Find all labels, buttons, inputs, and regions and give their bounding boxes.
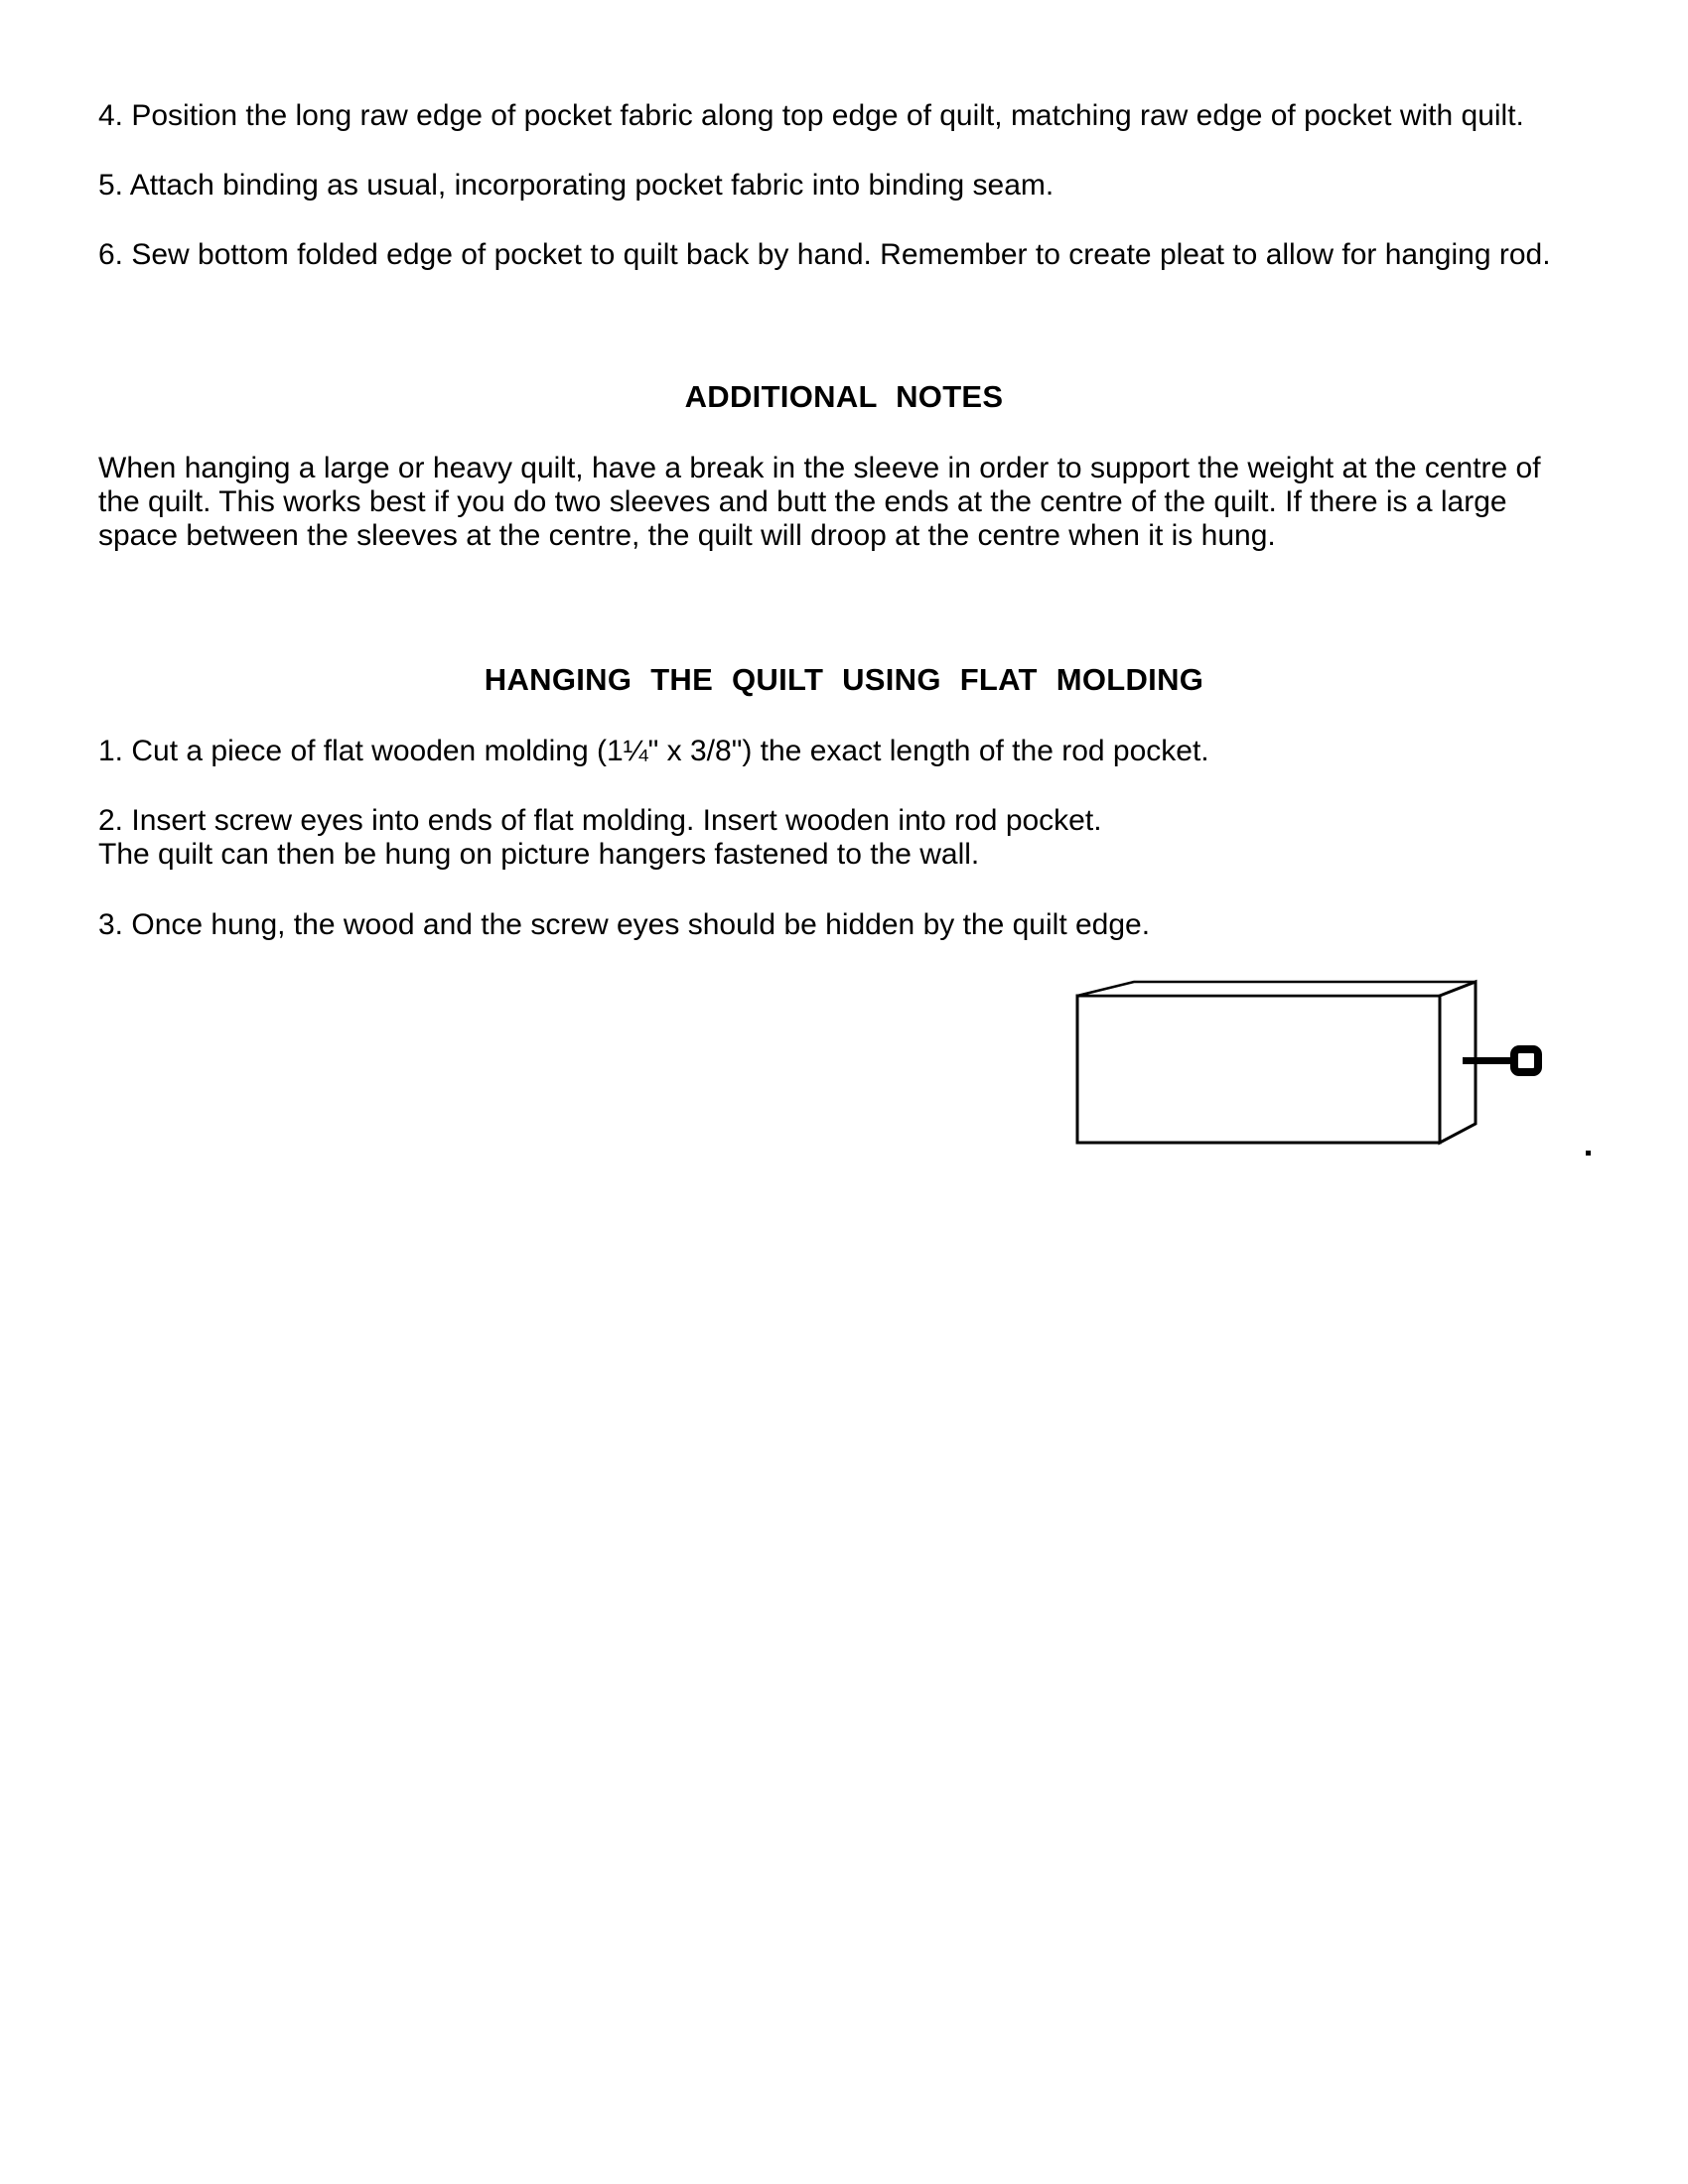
molding-step-2-text — [98, 804, 1618, 872]
molding-front-face — [1077, 996, 1440, 1143]
step-6-text: 6. Sew bottom folded edge of pocket to quilt back by hand. Remember to create pleat to allow for hanging rod. — [98, 238, 1551, 271]
molding-with-screw-eye-icon — [1070, 973, 1587, 1171]
step-4-text: 4. Position the long raw edge of pocket fabric along top edge of quilt, matching raw edge of pocket with quilt. — [98, 99, 1524, 132]
screw-eye-loop — [1514, 1049, 1538, 1072]
molding-step-2-line: 2. Insert screw eyes into ends of flat molding. Insert wooden into rod pocket. — [98, 804, 1102, 837]
molding-step-3-text: 3. Once hung, the wood and the screw eyes should be hidden by the quilt edge. — [98, 908, 1151, 941]
additional-notes-paragraph — [98, 452, 1618, 553]
molding-top-face — [1077, 982, 1476, 996]
stray-dot — [1586, 1151, 1591, 1156]
additional-notes-heading: ADDITIONAL NOTES — [684, 379, 1004, 414]
molding-step-2-line: The quilt can then be hung on picture hangers fastened to the wall. — [98, 838, 980, 871]
flat-molding-heading: HANGING THE QUILT USING FLAT MOLDING — [484, 662, 1204, 697]
molding-step-1-text: 1. Cut a piece of flat wooden molding (1¼" x 3/8") the exact length of the rod pocket. — [98, 735, 1209, 767]
additional-notes-line: the quilt. This works best if you do two sleeves and butt the ends at the centre of the quilt. If there is a large — [98, 485, 1507, 518]
screw-eye-shank — [1463, 1057, 1516, 1064]
additional-notes-line: space between the sleeves at the centre, the quilt will droop at the centre when it is hung. — [98, 519, 1276, 552]
additional-notes-line: When hanging a large or heavy quilt, have a break in the sleeve in order to support the weight at the centre of — [98, 452, 1541, 484]
step-5-text: 5. Attach binding as usual, incorporating pocket fabric into binding seam. — [98, 169, 1055, 202]
